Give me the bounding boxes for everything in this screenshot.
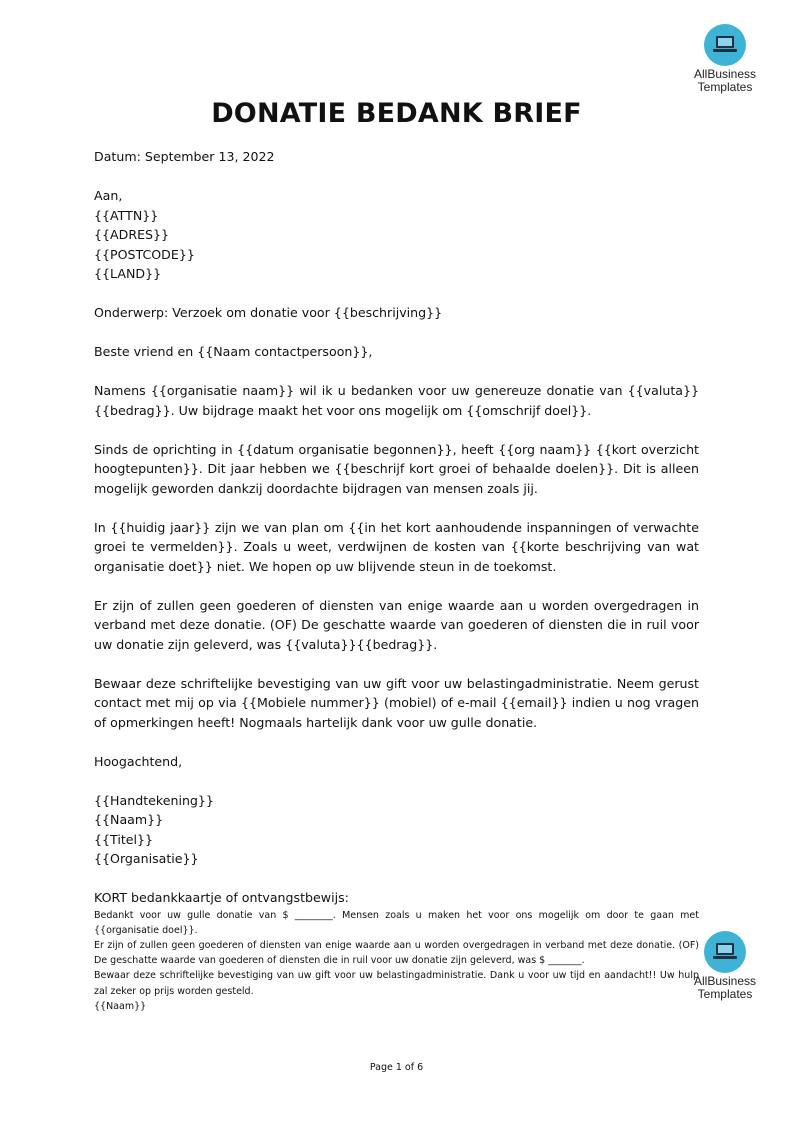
card-line: Bewaar deze schriftelijke bevestiging van uw gift voor uw belastingadministratie. Dank u voor uw tijd en aandacht!! Uw hulp zal zeker op prijs worden gesteld. — [94, 970, 699, 997]
logo-text-line2: Templates — [697, 80, 753, 94]
paragraph: In {{huidig jaar}} zijn we van plan om {{in het kort aanhoudende inspanningen of verwachte groei te vermelden}}. Zoals u weet, verdwijnen de kosten van {{korte beschrijving van wat organisatie doet}} niet. We hopen op uw blijvende steun in de toekomst. — [94, 519, 699, 574]
signature-line: {{Handtekening}} — [94, 792, 214, 808]
allbusiness-logo-top — [685, 24, 765, 94]
address-line: {{ADRES}} — [94, 227, 170, 242]
address-line: Aan, — [94, 188, 123, 203]
logo-text-line1: AllBusiness — [693, 974, 757, 988]
letter-body — [94, 147, 699, 1014]
laptop-icon — [704, 24, 746, 66]
address-line: {{ATTN}} — [94, 207, 159, 223]
logo-text-line2: Templates — [697, 987, 753, 1001]
allbusiness-logo-bottom — [685, 931, 765, 1001]
paragraph: Namens {{organisatie naam}} wil ik u bedanken voor uw genereuze donatie van {{valuta}}{{bedrag}}. Uw bijdrage maakt het voor ons mogelijk om {{omschrijf doel}}. — [94, 383, 699, 418]
paragraph: Sinds de oprichting in {{datum organisatie begonnen}}, heeft {{org naam}} {{kort overzicht hoogtepunten}}. Dit jaar hebben we {{beschrijf kort groei of behaalde doelen}}. Dit is alleen mogelijk geworden dankzij doordachte bijdragen van mensen zoals jij. — [94, 441, 699, 496]
address-line: {{POSTCODE}} — [94, 246, 195, 262]
paragraph: Bewaar deze schriftelijke bevestiging van uw gift voor uw belastingadministratie. Neem gerust contact met mij op via {{Mobiele nummer}} (mobiel) of e-mail {{email}} indien u nog vragen of opmerkingen heeft! Nogmaals hartelijk dank voor uw gulle donatie. — [94, 675, 699, 730]
salutation: Beste vriend en {{Naam contactpersoon}}, — [94, 344, 373, 359]
logo-text-line1: AllBusiness — [693, 67, 757, 81]
page-number: Page 1 of 6 — [369, 1062, 424, 1073]
date-line: Datum: September 13, 2022 — [94, 149, 275, 164]
subject-line: Onderwerp: Verzoek om donatie voor {{beschrijving}} — [94, 305, 443, 320]
card-line: Er zijn of zullen geen goederen of diensten van enige waarde aan u worden overgedragen in verband met deze donatie. (OF) De geschatte waarde van goederen of diensten die in ruil voor uw donatie zijn geleverd, was $ _______. — [94, 939, 699, 967]
card-line: Bedankt voor uw gulle donatie van $ ________. Mensen zoals u maken het voor ons mogelijk om door te gaan met {{organisatie doel}}. — [94, 909, 699, 936]
signature-line: {{Organisatie}} — [94, 851, 199, 866]
signature-line: {{Naam}} — [94, 812, 164, 827]
card-heading: KORT bedankkaartje of ontvangstbewijs: — [94, 890, 349, 905]
paragraph: Er zijn of zullen geen goederen of diensten van enige waarde aan u worden overgedragen in verband met deze donatie. (OF) De geschatte waarde van goederen of diensten die in ruil voor uw donatie zijn geleverd, was {{valuta}}{{bedrag}}. — [94, 597, 699, 652]
card-line: {{Naam}} — [94, 1000, 147, 1012]
document-title: DONATIE BEDANK BRIEF — [211, 98, 582, 129]
address-line: {{LAND}} — [94, 266, 162, 281]
closing: Hoogachtend, — [94, 753, 183, 769]
signature-line: {{Titel}} — [94, 831, 154, 847]
laptop-icon — [704, 931, 746, 973]
